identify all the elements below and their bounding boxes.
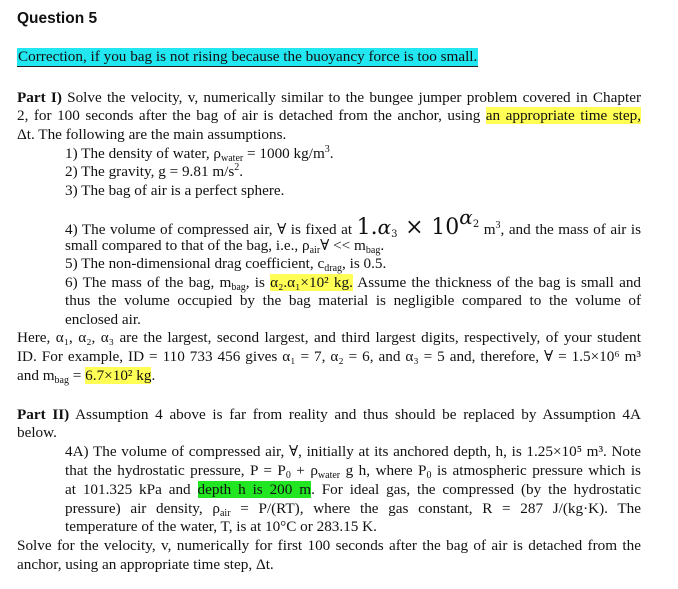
part1-label: Part I) — [17, 89, 62, 106]
correction-note — [17, 48, 478, 67]
assumption-1: 1) The density of water, $\rho_{water} = 1000$ $kg/m^3$. — [65, 144, 334, 164]
part1-line-3: Δt. The following are the main assumptions. — [17, 126, 287, 143]
assumption-4a-line-4: pressure) air density, $\rho_{air} = P/(RT)$, where the gas constant, R = 287 J/(kg·K). The — [65, 500, 641, 519]
assumption-3: 3) The bag of air is a perfect sphere. — [65, 182, 285, 199]
part1-line-2: 2, for 100 seconds after the bag of air is detached from the anchor, using an appropriate time step, — [17, 107, 641, 124]
assumption-4a-line-5: temperature of the water, T, is at 10°C or 283.15 K. — [65, 518, 377, 535]
assumption-5: 5) The non-dimensional drag coefficient, $c_{drag}$, is 0.5. — [65, 255, 387, 274]
assumption-6: 6) The mass of the bag, $m_{bag}$, is α₂.α₁×10² kg. Assume the thickness of the bag is small and — [65, 274, 642, 293]
assumption-4: 4) The volume of compressed air, ∀ is fixed at $1.\alpha_3 \times 10^{\alpha_2}$ $m^3$, and the mass of air is — [65, 205, 641, 240]
here-line-1: Here, α₁, α₂, α₃ are the largest, second largest, and third largest digits, respectively, of your student — [17, 329, 641, 346]
assumption-2: 2) The gravity, g = 9.81 $m/s^2$. — [65, 162, 244, 180]
part2-line-2: below. — [17, 424, 57, 441]
depth-highlight: depth h is 200 m — [197, 481, 312, 498]
volume-formula: $1.\alpha_3 \times 10^{\alpha_2}$ — [356, 205, 480, 240]
time-step-highlight: an appropriate time step, — [485, 107, 641, 124]
assumption-4a-line-2: that the hydrostatic pressure, $P = P_0 + \rho_{water}$ g h, where $P_0$ is atmospheric pressure which is — [65, 462, 641, 481]
solve-line-1: Solve for the velocity, v, numerically for first 100 seconds after the bag of air is detached from the — [17, 537, 641, 554]
assumption-4-cont: small compared to that of the bag, i.e., $\rho_{air}\forall << m_{bag}$. — [65, 237, 385, 256]
assumption-6-cont: thus the volume occupied by the bag material is negligible compared to the volume of — [65, 292, 641, 309]
here-line-3: and $m_{bag} = 6.7\times 10^2$ kg. — [17, 367, 156, 386]
part1-line-1: Part I) Solve the velocity, v, numerically similar to the bungee jumper problem covered in Chapter — [17, 89, 642, 106]
example-mass-highlight: 6.7×10² kg — [85, 367, 152, 384]
here-line-2: ID. For example, ID = 110 733 456 gives α₁ = 7, α₂ = 6, and α₃ = 5 and, therefore, ∀ = 1.5×10⁶ m³ — [17, 348, 641, 365]
assumption-4a: 4A) The volume of compressed air, ∀, initially at its anchored depth, h, is 1.25×10⁵ m³. Note — [65, 443, 641, 460]
correction-highlight: Correction, if you bag is not rising because the buoyancy force is too small. — [18, 48, 478, 65]
assumption-6-end: enclosed air. — [65, 311, 141, 328]
part2-line-1: Part II) Assumption 4 above is far from reality and thus should be replaced by Assumption 4A — [17, 406, 641, 423]
part2-label: Part II) — [17, 406, 70, 423]
bag-mass-highlight: α₂.α₁×10² kg. — [270, 274, 353, 291]
question-title: Question 5 — [17, 10, 98, 27]
solve-line-2: anchor, using an appropriate time step, Δt. — [17, 556, 274, 573]
assumption-4a-line-3: at 101.325 kPa and depth h is 200 m. For ideal gas, the compressed (by the hydrostatic — [65, 481, 642, 498]
